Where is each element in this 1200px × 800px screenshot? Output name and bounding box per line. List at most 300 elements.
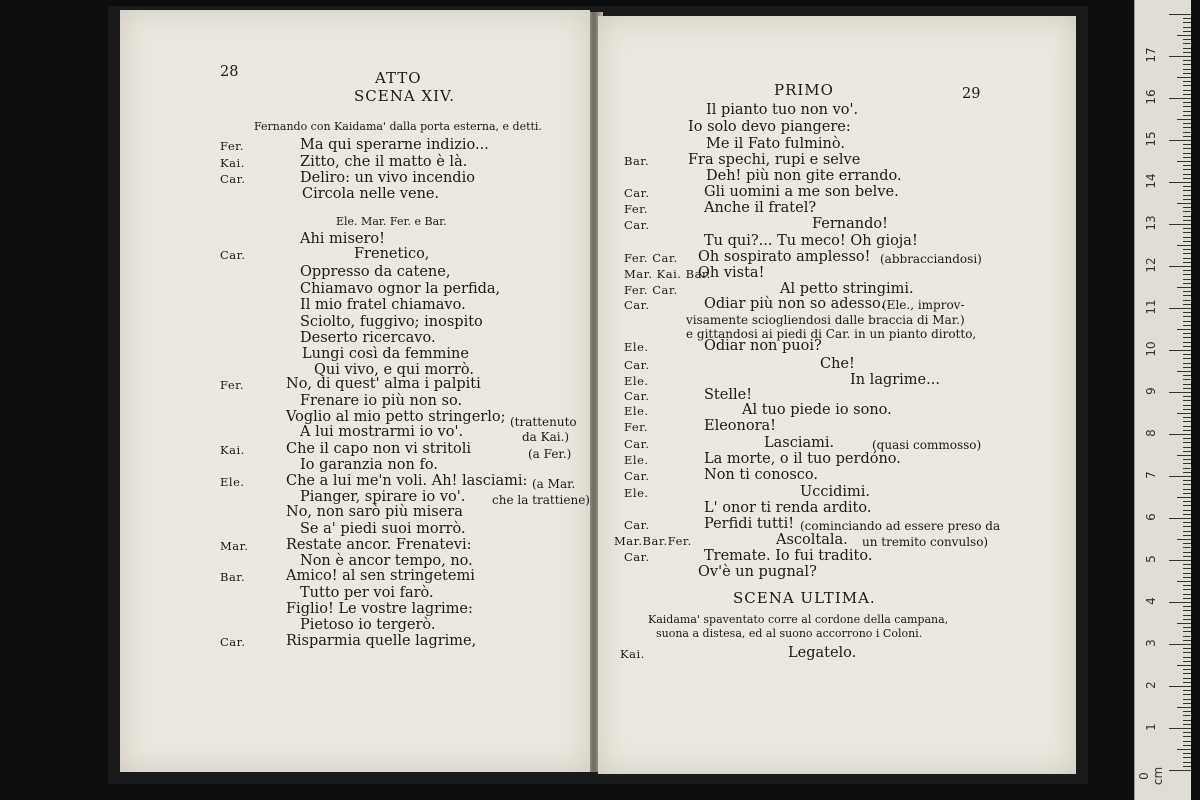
ruler-tick [1183,270,1191,271]
ruler-tick [1183,123,1191,124]
ruler-tick [1183,505,1191,506]
ruler-tick [1183,199,1191,200]
ruler-tick [1169,392,1191,393]
ruler-tick [1183,18,1191,19]
ruler-tick [1183,190,1191,191]
verse-line: Legatelo. [788,645,857,661]
speaker-label: Ele. [220,475,245,489]
ruler-tick [1183,711,1191,712]
speaker-label: Car. [624,550,650,564]
stage-note: da Kai.) [522,430,570,444]
verse-line: In lagrime... [850,372,940,388]
ruler-tick [1183,304,1191,305]
ruler-tick [1183,90,1191,91]
ruler-tick [1183,400,1191,401]
ruler-tick [1177,497,1191,498]
ruler-tick [1183,169,1191,170]
speaker-label: Fer. Car. [624,283,678,297]
ruler-tick [1183,493,1191,494]
verse-line: Risparmia quelle lagrime, [286,633,477,649]
ruler-tick [1183,73,1191,74]
ruler-tick [1183,753,1191,754]
ruler-tick [1183,174,1191,175]
stage-note: (abbracciandosi) [880,252,982,266]
ruler-tick [1169,644,1191,645]
ruler-tick [1183,531,1191,532]
ruler-tick [1183,447,1191,448]
verse-line: Me il Fato fulminò. [706,136,845,152]
ruler-tick [1183,724,1191,725]
ruler-tick [1183,249,1191,250]
ruler-tick [1177,245,1191,246]
ruler-tick [1177,413,1191,414]
verse-line: Deh! più non gite errando. [706,168,902,184]
ruler-tick [1177,161,1191,162]
verse-line: L' onor ti renda ardito. [704,500,872,516]
ruler-tick [1183,186,1191,187]
ruler-tick [1183,136,1191,137]
ruler-tick [1169,140,1191,141]
ruler-tick [1183,694,1191,695]
stage-note: e gittandosi ai piedi di Car. in un pianto dirotto, [686,327,977,341]
ruler-label: 10 [1144,341,1158,357]
ruler-label: 12 [1144,257,1158,273]
ruler-tick [1177,665,1191,666]
stage-direction: Fernando con Kaidama' dalla porta esterna, e detti. [254,120,542,133]
ruler-tick [1169,518,1191,519]
verse-line: Non è ancor tempo, no. [300,553,473,569]
speaker-label: Ele. [624,404,649,418]
ruler-tick [1183,207,1191,208]
ruler-tick [1183,627,1191,628]
speaker-label: Bar. [220,570,246,584]
ruler-tick [1183,720,1191,721]
ruler-tick [1183,316,1191,317]
ruler-tick [1183,732,1191,733]
speaker-label: Car. [624,469,650,483]
speaker-label: Fer. [624,420,649,434]
speaker-label: Fer. Car. [624,251,678,265]
verse-line: Voglio al mio petto stringerlo; [286,409,506,425]
ruler-tick [1183,468,1191,469]
verse-line: Deserto ricercavo. [300,330,436,346]
speaker-label: Car. [624,186,650,200]
ruler-tick [1183,216,1191,217]
ruler-tick [1183,577,1191,578]
ruler-tick [1169,56,1191,57]
verse-line: Che il capo non vi stritoli [286,441,472,457]
ruler-label: 9 [1144,387,1158,395]
speaker-label: Kai. [220,156,245,170]
ruler-tick [1183,535,1191,536]
speaker-label: Bar. [624,154,650,168]
ruler-tick [1183,589,1191,590]
ruler-tick [1183,253,1191,254]
verse-line: Restate ancor. Frenatevi: [286,537,472,553]
verse-line: Al petto stringimi. [780,281,914,297]
ruler-tick [1169,476,1191,477]
ruler-label: 16 [1144,89,1158,105]
page-number: 28 [220,64,239,80]
ruler-tick [1169,182,1191,183]
stage-note: che la trattiene) [492,493,590,507]
ruler-tick [1183,363,1191,364]
verse-line: Che! [820,356,855,372]
verse-line: Se a' piedi suoi morrò. [300,521,466,537]
ruler-tick [1183,274,1191,275]
ruler-tick [1183,690,1191,691]
ruler-tick [1183,610,1191,611]
ruler-tick [1183,636,1191,637]
ruler-tick [1169,224,1191,225]
ruler-tick [1183,631,1191,632]
ruler-tick [1183,237,1191,238]
ruler-tick [1183,652,1191,653]
ruler-tick [1183,547,1191,548]
verse-line: No, non sarò più misera [286,504,463,520]
ruler-tick [1183,564,1191,565]
stage-note: (trattenuto [510,415,577,429]
speaker-label: Fer. [624,202,649,216]
ruler-label: 11 [1144,299,1158,315]
ruler-tick [1183,354,1191,355]
ruler-tick [1183,459,1191,460]
ruler-tick [1183,388,1191,389]
ruler-tick [1183,31,1191,32]
speaker-label: Car. [624,298,650,312]
verse-line: Zitto, che il matto è là. [300,154,468,170]
ruler-tick [1183,312,1191,313]
ruler-tick [1183,69,1191,70]
ruler-tick [1183,211,1191,212]
ruler-tick [1183,421,1191,422]
ruler-tick [1169,350,1191,351]
verse-line: Pianger, spirare io vo'. [300,489,466,505]
stage-direction: Kaidama' spaventato corre al cordone della campana, [648,613,949,626]
ruler-tick [1177,455,1191,456]
ruler-tick [1183,703,1191,704]
ruler-label: 13 [1144,215,1158,231]
speaker-label: Car. [220,248,246,262]
ruler-tick [1183,60,1191,61]
ruler-tick [1183,430,1191,431]
ruler-tick [1183,489,1191,490]
speaker-label: Car. [624,358,650,372]
verse-line: Ov'è un pugnal? [698,564,817,580]
ruler-tick [1183,291,1191,292]
ruler-tick [1183,426,1191,427]
ruler-tick [1177,203,1191,204]
ruler-tick [1183,480,1191,481]
ruler-tick [1183,367,1191,368]
ruler-tick [1183,39,1191,40]
ruler-tick [1183,526,1191,527]
speaker-label: Fer. [220,378,245,392]
ruler-label: 4 [1144,597,1158,605]
speaker-label: Kai. [620,647,645,661]
verse-line: Anche il fratel? [704,200,817,216]
ruler-tick [1183,241,1191,242]
ruler-tick [1183,510,1191,511]
ruler-tick [1183,405,1191,406]
ruler-tick [1183,144,1191,145]
speaker-label: Ele. [624,453,649,467]
ruler-tick [1183,27,1191,28]
verse-line: Oh vista! [698,265,765,281]
scene-title: SCENA ULTIMA. [733,589,876,607]
verse-line: Fra spechi, rupi e selve [688,152,861,168]
speaker-label: Car. [624,389,650,403]
ruler-tick [1169,728,1191,729]
page-header: ATTO [375,69,422,87]
stage-note: (Ele., improv- [882,298,965,312]
ruler-tick [1183,321,1191,322]
ruler-tick [1183,22,1191,23]
ruler-tick [1183,115,1191,116]
ruler-tick [1169,602,1191,603]
stage-note: (quasi commosso) [872,438,982,452]
ruler-tick [1183,619,1191,620]
ruler-tick [1183,615,1191,616]
ruler-tick [1183,673,1191,674]
verse-line: Deliro: un vivo incendio [300,170,475,186]
verse-line: Che a lui me'n voli. Ah! lasciami: [286,473,528,489]
ruler-tick [1183,442,1191,443]
ruler-tick [1183,195,1191,196]
ruler-tick [1177,371,1191,372]
verse-line: Figlio! Le vostre lagrime: [286,601,473,617]
verse-line: Pietoso io tergerò. [300,617,436,633]
ruler-tick [1183,682,1191,683]
ruler-label: 7 [1144,471,1158,479]
ruler-label: 1 [1144,723,1158,731]
ruler-tick [1183,678,1191,679]
ruler-tick [1183,342,1191,343]
ruler-label: 3 [1144,639,1158,647]
ruler-tick [1183,573,1191,574]
ruler-tick [1169,14,1191,15]
verse-line: Tutto per voi farò. [300,585,434,601]
ruler-label: 14 [1144,173,1158,189]
ruler-tick [1183,514,1191,515]
speaker-label: Kai. [220,443,245,457]
verse-line: Ascoltala. [776,532,848,548]
ruler-tick [1183,379,1191,380]
ruler-tick [1177,581,1191,582]
ruler-tick [1169,686,1191,687]
ruler-tick [1183,375,1191,376]
ruler-tick [1183,648,1191,649]
ruler-tick [1183,594,1191,595]
verse-line: Qui vivo, e qui morrò. [314,362,474,378]
verse-line: Al tuo piede io sono. [742,402,892,418]
ruler-tick [1183,300,1191,301]
ruler-tick [1183,543,1191,544]
ruler-tick [1183,106,1191,107]
ruler-tick [1183,484,1191,485]
ruler-tick [1183,438,1191,439]
speaker-label: Fer. [220,139,245,153]
verse-line: Il mio fratel chiamavo. [300,297,466,313]
ruler-tick [1169,560,1191,561]
verse-line: Sciolto, fuggivo; inospito [300,314,483,330]
verse-line: Io garanzia non fo. [300,457,438,473]
ruler-tick [1169,308,1191,309]
ruler-tick [1183,556,1191,557]
stage-note: (cominciando ad essere preso da [800,519,1001,533]
verse-line: Perfidi tutti! [704,516,795,532]
speaker-label: Mar.Bar.Fer. [614,534,692,548]
verse-line: Tremate. Io fui tradito. [704,548,873,564]
ruler-tick [1183,409,1191,410]
verse-line: A lui mostrarmi io vo'. [300,424,464,440]
ruler-tick [1183,333,1191,334]
ruler-label: 0 cm [1137,766,1165,786]
stage-direction: Ele. Mar. Fer. e Bar. [336,215,447,228]
ruler-tick [1183,232,1191,233]
ruler-tick [1183,148,1191,149]
verse-line: Tu qui?... Tu meco! Oh gioja! [704,233,918,249]
ruler-tick [1183,757,1191,758]
ruler-label: 5 [1144,555,1158,563]
ruler-tick [1183,94,1191,95]
ruler-tick [1183,228,1191,229]
ruler-tick [1183,48,1191,49]
ruler-tick [1183,585,1191,586]
stage-note: un tremito convulso) [862,535,989,549]
ruler-tick [1169,266,1191,267]
ruler-tick [1177,119,1191,120]
ruler-tick [1183,715,1191,716]
ruler-tick [1183,346,1191,347]
ruler-tick [1183,522,1191,523]
ruler-tick [1183,220,1191,221]
ruler-tick [1183,451,1191,452]
ruler-tick [1183,384,1191,385]
stage-note: visamente sciogliendosi dalle braccia di Mar.) [686,313,965,327]
speaker-label: Mar. Kai. Bar. [624,267,711,281]
verse-line: Ma qui sperarne indizio... [300,137,489,153]
ruler-tick [1183,325,1191,326]
ruler-tick [1183,81,1191,82]
ruler-tick [1183,669,1191,670]
ruler-tick [1183,132,1191,133]
verse-line: Lungi così da femmine [302,346,469,362]
ruler-tick [1183,283,1191,284]
ruler-tick [1183,153,1191,154]
verse-line: Uccidimi. [800,484,871,500]
speaker-label: Car. [624,437,650,451]
verse-line: Stelle! [704,387,753,403]
ruler-tick [1177,77,1191,78]
verse-line: Il pianto tuo non vo'. [706,102,859,118]
verse-line: Oppresso da catene, [300,264,451,280]
page-header: PRIMO [774,81,834,99]
ruler-tick [1183,598,1191,599]
ruler-tick [1177,329,1191,330]
verse-line: Non ti conosco. [704,467,819,483]
ruler-tick [1183,262,1191,263]
speaker-label: Car. [220,172,246,186]
verse-line: Circola nelle vene. [302,186,440,202]
speaker-label: Ele. [624,340,649,354]
ruler-tick [1183,640,1191,641]
stage-note: (a Fer.) [528,447,572,461]
speaker-label: Car. [624,518,650,532]
ruler-tick [1183,43,1191,44]
ruler-tick [1183,766,1191,767]
ruler-tick [1183,472,1191,473]
verse-line: No, di quest' alma i palpiti [286,376,481,392]
stage-note: (a Mar. [532,477,576,491]
ruler-tick [1177,623,1191,624]
verse-line: Frenetico, [354,246,430,262]
ruler-tick [1183,102,1191,103]
ruler-tick [1169,98,1191,99]
ruler-tick [1177,707,1191,708]
ruler-tick [1183,657,1191,658]
ruler-tick [1183,52,1191,53]
ruler-tick [1183,745,1191,746]
ruler-tick [1183,762,1191,763]
ruler-tick [1183,501,1191,502]
verse-line: Oh sospirato amplesso! [698,249,871,265]
ruler-tick [1169,770,1191,771]
speaker-label: Ele. [624,374,649,388]
ruler-tick [1183,606,1191,607]
verse-line: La morte, o il tuo perdóno. [704,451,901,467]
ruler-tick [1183,736,1191,737]
speaker-label: Mar. [220,539,249,553]
ruler-tick [1183,463,1191,464]
ruler-tick [1183,699,1191,700]
ruler-label: 17 [1144,47,1158,63]
verse-line: Ahi misero! [300,231,385,247]
ruler-label: 8 [1144,429,1158,437]
ruler-tick [1183,295,1191,296]
ruler-tick [1183,552,1191,553]
verse-line: Odiar non puoi? [704,338,822,354]
ruler-tick [1177,35,1191,36]
speaker-label: Ele. [624,486,649,500]
ruler-tick [1183,178,1191,179]
ruler-tick [1183,64,1191,65]
ruler-tick [1177,749,1191,750]
ruler-tick [1169,434,1191,435]
scene-title: SCENA XIV. [354,87,456,105]
ruler-label: 15 [1144,131,1158,147]
ruler-tick [1183,165,1191,166]
verse-line: Io solo devo piangere: [688,119,851,135]
page-number: 29 [962,86,981,102]
ruler-tick [1183,85,1191,86]
ruler-tick [1183,127,1191,128]
ruler-tick [1183,417,1191,418]
stage-direction: suona a distesa, ed al suono accorrono i Coloni. [656,627,923,640]
verse-line: Amico! al sen stringetemi [286,568,475,584]
ruler-tick [1183,279,1191,280]
measurement-ruler [1134,0,1191,800]
ruler-tick [1183,741,1191,742]
verse-line: Eleonora! [704,418,777,434]
ruler-tick [1183,157,1191,158]
ruler-tick [1183,661,1191,662]
ruler-label: 6 [1144,513,1158,521]
ruler-tick [1183,568,1191,569]
verse-line: Lasciami. [764,435,835,451]
verse-line: Odiar più non so adesso. [704,296,886,312]
ruler-tick [1177,287,1191,288]
